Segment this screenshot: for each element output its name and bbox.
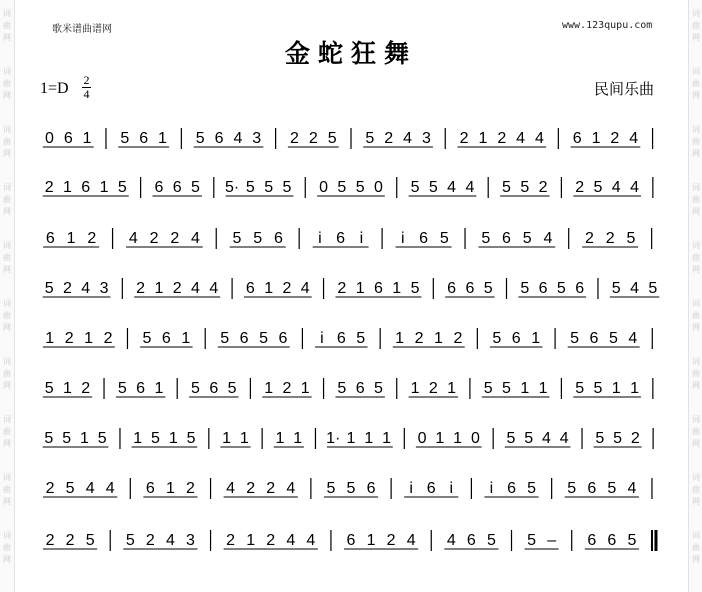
note: 5 bbox=[232, 230, 242, 247]
note: 1 bbox=[275, 430, 285, 447]
note: 4 bbox=[191, 230, 200, 247]
note: 3 bbox=[252, 130, 262, 147]
note: 1 bbox=[66, 230, 76, 247]
note: 6 bbox=[136, 380, 146, 397]
note: 5 bbox=[506, 430, 516, 447]
note: 1 bbox=[133, 430, 143, 447]
note: 4 bbox=[628, 330, 638, 347]
note: 4 bbox=[446, 532, 456, 549]
note: 3 bbox=[186, 532, 195, 549]
note: 5 bbox=[481, 230, 491, 247]
note: 2 bbox=[136, 280, 146, 297]
watermark-text: 词 曲 网 bbox=[3, 241, 11, 274]
note: 5 bbox=[365, 130, 375, 147]
note: 4 bbox=[627, 480, 637, 497]
note: 5 bbox=[520, 179, 530, 196]
note: i bbox=[320, 330, 324, 347]
note: 6 bbox=[507, 480, 516, 497]
note: 5 bbox=[556, 280, 566, 297]
note: 0 bbox=[319, 179, 329, 196]
note: i bbox=[409, 480, 413, 497]
note: 6 bbox=[589, 330, 599, 347]
note: 5 bbox=[570, 330, 579, 347]
note: 5 bbox=[527, 480, 537, 497]
key-signature: 1=D bbox=[40, 80, 69, 97]
note: 1 bbox=[364, 430, 374, 447]
note: 1 bbox=[264, 280, 274, 297]
time-signature-top: 2 bbox=[83, 73, 90, 87]
note: 4 bbox=[105, 480, 115, 497]
note: 5 bbox=[85, 532, 95, 549]
note: 1 bbox=[222, 430, 232, 447]
note: 4 bbox=[559, 430, 569, 447]
note: 1 bbox=[154, 380, 164, 397]
note: 1 bbox=[630, 380, 640, 397]
note: 6 bbox=[572, 130, 582, 147]
note: 5 bbox=[648, 280, 658, 297]
note: 5 bbox=[346, 480, 356, 497]
note: 5 bbox=[593, 179, 603, 196]
watermark-text: 词 曲 网 bbox=[692, 357, 700, 390]
watermark-text: 词 曲 网 bbox=[3, 473, 11, 506]
note: 2 bbox=[459, 130, 469, 147]
note: 5 bbox=[607, 480, 617, 497]
watermark-text: 词 曲 网 bbox=[3, 67, 11, 100]
note: 6 bbox=[355, 380, 365, 397]
note: 5 bbox=[151, 430, 160, 447]
note: 4 bbox=[209, 280, 219, 297]
note: 1 bbox=[168, 430, 178, 447]
note: 2 bbox=[62, 280, 72, 297]
note: 2 bbox=[605, 230, 615, 247]
note: 2 bbox=[266, 532, 276, 549]
note: 0 bbox=[44, 130, 54, 147]
note: 4 bbox=[516, 130, 526, 147]
note: 6 bbox=[466, 532, 476, 549]
note: 1 bbox=[84, 330, 94, 347]
note: 5 bbox=[524, 430, 534, 447]
note: 2 bbox=[290, 130, 299, 147]
note: 2 bbox=[428, 380, 438, 397]
note: 6 bbox=[607, 532, 617, 549]
note: 2 bbox=[497, 130, 507, 147]
note: 6 bbox=[63, 130, 73, 147]
note: 6 bbox=[366, 480, 376, 497]
note: 1 bbox=[478, 130, 488, 147]
note: 5 bbox=[593, 380, 603, 397]
note: 6 bbox=[587, 480, 597, 497]
note: 1 bbox=[447, 380, 457, 397]
note: 4 bbox=[128, 230, 138, 247]
note: 0 bbox=[470, 430, 480, 447]
note: 5 bbox=[191, 380, 200, 397]
note: 5 bbox=[428, 179, 438, 196]
note: 4 bbox=[630, 179, 640, 196]
note: 1 bbox=[181, 330, 191, 347]
note: i bbox=[401, 230, 405, 247]
note: 5 bbox=[97, 430, 107, 447]
note: 1 bbox=[300, 380, 310, 397]
watermark-text: 词 曲 网 bbox=[692, 473, 700, 506]
note: 1 bbox=[434, 330, 443, 347]
note: 1 bbox=[531, 330, 541, 347]
note: 1 bbox=[246, 532, 256, 549]
note: 5 bbox=[337, 179, 347, 196]
note: 2 bbox=[266, 480, 276, 497]
note: 5 bbox=[410, 179, 420, 196]
note: 2 bbox=[584, 230, 594, 247]
note: 6 bbox=[278, 330, 288, 347]
note: 4 bbox=[81, 280, 91, 297]
score-row bbox=[43, 177, 653, 198]
note: 5 bbox=[195, 130, 205, 147]
note: 5 bbox=[227, 380, 237, 397]
note: 2 bbox=[149, 230, 159, 247]
note: 4 bbox=[165, 532, 175, 549]
note: i bbox=[359, 230, 364, 247]
watermark-text: 词 曲 网 bbox=[692, 531, 700, 564]
note: 4 bbox=[286, 532, 296, 549]
note: 4 bbox=[465, 179, 475, 196]
note: 1 bbox=[611, 380, 621, 397]
note: 6 bbox=[139, 130, 149, 147]
note: 5 bbox=[337, 380, 347, 397]
note: 5 bbox=[44, 430, 54, 447]
note: 4 bbox=[630, 280, 640, 297]
note: 5 bbox=[259, 330, 268, 347]
note: 1 bbox=[366, 532, 376, 549]
note: 5 bbox=[483, 280, 493, 297]
note: 1 bbox=[264, 380, 274, 397]
note: 6 bbox=[214, 130, 224, 147]
note: 6 bbox=[209, 380, 219, 397]
note: 6 bbox=[239, 330, 249, 347]
note: 6 bbox=[45, 230, 55, 247]
note: 6 bbox=[172, 179, 182, 196]
note: 4 bbox=[535, 130, 544, 147]
note: 6 bbox=[145, 480, 155, 497]
note: 5 bbox=[527, 532, 537, 549]
watermark-text: 词 曲 网 bbox=[692, 125, 700, 158]
watermark-text: 词 曲 网 bbox=[692, 241, 700, 274]
watermark-text: 词 曲 网 bbox=[3, 125, 11, 158]
note: 6 bbox=[161, 330, 171, 347]
note: 5 bbox=[191, 179, 200, 196]
watermark-text: 词 曲 网 bbox=[692, 415, 700, 448]
watermark-text: 词 曲 网 bbox=[692, 183, 700, 216]
note: 2 bbox=[81, 380, 91, 397]
note: 1 bbox=[392, 280, 402, 297]
note: 2 bbox=[575, 179, 585, 196]
note: 3 bbox=[421, 130, 431, 147]
note: 6 bbox=[465, 280, 475, 297]
note: 5 bbox=[326, 480, 336, 497]
note: 1 bbox=[165, 480, 175, 497]
note: 1 bbox=[346, 430, 356, 447]
note: 2 bbox=[337, 280, 347, 297]
note: 4 bbox=[542, 430, 551, 447]
score-row bbox=[43, 530, 656, 551]
note: 6 bbox=[154, 179, 164, 196]
score-row bbox=[43, 328, 652, 349]
note: 4 bbox=[306, 532, 316, 549]
watermark-text: 词 曲 网 bbox=[3, 299, 11, 332]
note: 6 bbox=[575, 280, 585, 297]
note: 4 bbox=[447, 179, 457, 196]
watermark-text: 词 曲 网 bbox=[692, 67, 700, 100]
note: 2 bbox=[414, 330, 424, 347]
watermark-text: 词 曲 网 bbox=[692, 299, 700, 332]
note: 5 bbox=[608, 330, 618, 347]
note: 5 bbox=[486, 532, 496, 549]
note: 1 bbox=[435, 430, 445, 447]
note: 5 bbox=[502, 179, 511, 196]
note: 2 bbox=[538, 179, 548, 196]
note: 1 bbox=[158, 130, 167, 147]
note: 1· bbox=[326, 430, 341, 447]
note: 5 bbox=[373, 380, 383, 397]
note: i bbox=[449, 480, 454, 497]
note: 2 bbox=[282, 280, 292, 297]
note: 5· bbox=[224, 179, 240, 196]
note: 2 bbox=[308, 130, 318, 147]
note: 2 bbox=[65, 532, 75, 549]
note: i bbox=[489, 480, 494, 497]
note: 5 bbox=[142, 330, 152, 347]
note: 1 bbox=[395, 330, 405, 347]
note: 6 bbox=[587, 532, 597, 549]
note: 1 bbox=[154, 280, 164, 297]
note: 2 bbox=[44, 179, 54, 196]
note: 4 bbox=[226, 480, 236, 497]
site-name: 歌米谱曲谱网 bbox=[52, 24, 112, 35]
note: 1 bbox=[520, 380, 530, 397]
composer-label: 民间乐曲 bbox=[594, 80, 655, 98]
score-row bbox=[43, 378, 653, 399]
note: 5 bbox=[502, 380, 511, 397]
note: 5 bbox=[117, 380, 127, 397]
note: 2 bbox=[172, 280, 182, 297]
note: 1 bbox=[62, 380, 72, 397]
note: 1 bbox=[239, 430, 249, 447]
note: 6 bbox=[81, 179, 91, 196]
note: 5 bbox=[522, 230, 532, 247]
watermark-text: 词 曲 网 bbox=[3, 9, 11, 42]
note: 2 bbox=[45, 480, 55, 497]
score-row bbox=[43, 478, 652, 499]
note: 5 bbox=[595, 430, 605, 447]
note: 5 bbox=[483, 380, 493, 397]
watermark-text: 词 曲 网 bbox=[692, 9, 700, 42]
score-row bbox=[43, 228, 652, 249]
site-url: www.123qupu.com bbox=[562, 20, 653, 31]
note: 2 bbox=[386, 532, 396, 549]
note: 1 bbox=[45, 330, 55, 347]
score-row bbox=[43, 128, 653, 149]
note: 5 bbox=[282, 179, 292, 196]
watermark-text: 词 曲 网 bbox=[3, 415, 11, 448]
note: 5 bbox=[575, 380, 585, 397]
note: 5 bbox=[125, 532, 135, 549]
note: 2 bbox=[64, 330, 74, 347]
note: 1 bbox=[355, 280, 365, 297]
note: 6 bbox=[273, 230, 283, 247]
note: 6 bbox=[336, 330, 346, 347]
note: 5 bbox=[220, 330, 230, 347]
note: 1 bbox=[293, 430, 303, 447]
note: 5 bbox=[186, 430, 196, 447]
note: 4 bbox=[403, 130, 412, 147]
note: 2 bbox=[246, 480, 256, 497]
note: 2 bbox=[630, 430, 640, 447]
note: 1 bbox=[410, 380, 420, 397]
note: 5 bbox=[327, 130, 337, 147]
note: 6 bbox=[245, 280, 255, 297]
note: 2 bbox=[610, 130, 620, 147]
note: 6 bbox=[502, 230, 511, 247]
note: 1 bbox=[79, 430, 89, 447]
note: 5 bbox=[627, 532, 637, 549]
note: i bbox=[318, 230, 322, 247]
note: 6 bbox=[447, 280, 457, 297]
note: 2 bbox=[170, 230, 180, 247]
note: 5 bbox=[120, 130, 130, 147]
note: 5 bbox=[264, 179, 274, 196]
note: 5 bbox=[439, 230, 449, 247]
note: 2 bbox=[282, 380, 292, 397]
note: 4 bbox=[286, 480, 296, 497]
note: 5 bbox=[62, 430, 72, 447]
note: 5 bbox=[567, 480, 577, 497]
note: 1 bbox=[453, 430, 463, 447]
note: – bbox=[547, 532, 557, 549]
note: 4 bbox=[191, 280, 200, 297]
note: 1 bbox=[538, 380, 548, 397]
note: 5 bbox=[245, 179, 255, 196]
note: 3 bbox=[99, 280, 109, 297]
watermark-text: 词 曲 网 bbox=[3, 531, 11, 564]
note: 6 bbox=[538, 280, 548, 297]
note: 0 bbox=[373, 179, 383, 196]
time-signature-bottom: 4 bbox=[83, 87, 90, 101]
note: 5 bbox=[492, 330, 502, 347]
score-row bbox=[43, 278, 660, 299]
watermark-text: 词 曲 网 bbox=[3, 357, 11, 390]
note: 2 bbox=[145, 532, 155, 549]
note: 2 bbox=[384, 130, 394, 147]
note: 6 bbox=[511, 330, 521, 347]
song-title: 金蛇狂舞 bbox=[284, 39, 417, 68]
note: 1 bbox=[82, 130, 92, 147]
note: 2 bbox=[226, 532, 236, 549]
note: 5 bbox=[410, 280, 420, 297]
note: 1 bbox=[99, 179, 109, 196]
note: 1 bbox=[382, 430, 391, 447]
note: 2 bbox=[45, 532, 55, 549]
note: 4 bbox=[300, 280, 310, 297]
note: 6 bbox=[419, 230, 429, 247]
watermark-text: 词 曲 网 bbox=[3, 183, 11, 216]
note: 1 bbox=[62, 179, 72, 196]
note: 6 bbox=[336, 230, 346, 247]
note: 4 bbox=[406, 532, 416, 549]
note: 2 bbox=[103, 330, 113, 347]
note: 5 bbox=[65, 480, 75, 497]
note: 5 bbox=[44, 380, 54, 397]
note: 4 bbox=[85, 480, 95, 497]
note: 5 bbox=[355, 179, 365, 196]
score-row bbox=[43, 428, 653, 449]
note: 5 bbox=[613, 430, 623, 447]
note: 2 bbox=[453, 330, 463, 347]
note: 6 bbox=[346, 532, 356, 549]
note: 5 bbox=[520, 280, 530, 297]
note: 5 bbox=[611, 280, 621, 297]
note: 6 bbox=[426, 480, 436, 497]
note: 0 bbox=[417, 430, 427, 447]
note: 5 bbox=[626, 230, 636, 247]
note: 6 bbox=[373, 280, 383, 297]
note: 1 bbox=[591, 130, 601, 147]
note: 5 bbox=[117, 179, 127, 196]
note: 2 bbox=[87, 230, 97, 247]
note: 5 bbox=[253, 230, 263, 247]
note: 4 bbox=[233, 130, 243, 147]
note: 5 bbox=[44, 280, 54, 297]
note: 4 bbox=[629, 130, 639, 147]
note: 2 bbox=[186, 480, 195, 497]
note: 4 bbox=[611, 179, 621, 196]
note: 4 bbox=[543, 230, 553, 247]
note: 5 bbox=[356, 330, 366, 347]
